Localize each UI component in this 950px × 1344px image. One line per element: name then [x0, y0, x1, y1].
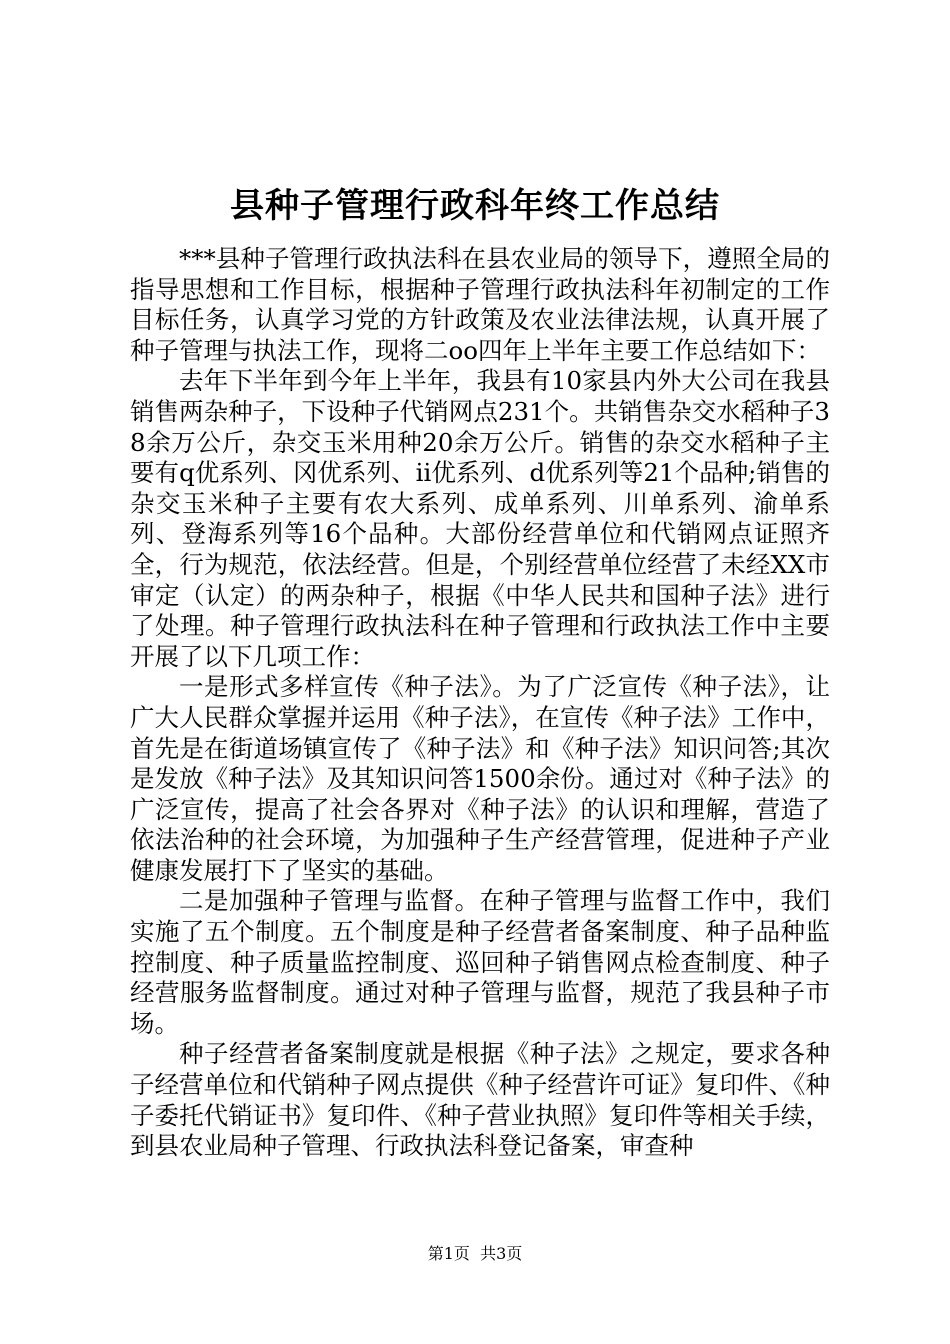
page-footer	[0, 1244, 950, 1264]
paragraph-publicity: 一是形式多样宣传《种子法》。为了广泛宣传《种子法》，让广大人民群众掌握并运用《种子法》，在宣传《种子法》工作中，首先是在街道场镇宣传了《种子法》和《种子法》知识问答;其次是发放《种子法》及其知识问答1500余份。通过对《种子法》的广泛宣传，提高了社会各界对《种子法》的认识和理解，营造了依法治种的社会环境，为加强种子生产经营管理，促进种子产业健康发展打下了坚实的基础。	[130, 672, 830, 885]
paragraph-overview: 去年下半年到今年上半年，我县有10家县内外大公司在我县销售两杂种子，下设种子代销网点231个。共销售杂交水稻种子38余万公斤，杂交玉米用种20余万公斤。销售的杂交水稻种子主要有q优系列、冈优系列、ii优系列、d优系列等21个品种;销售的杂交玉米种子主要有农大系列、成单系列、川单系列、渝单系列、登海系列等16个品种。大部份经营单位和代销网点证照齐全，行为规范，依法经营。但是，个别经营单位经营了未经XX市审定（认定）的两杂种子，根据《中华人民共和国种子法》进行了处理。种子管理行政执法科在种子管理和行政执法工作中主要开展了以下几项工作：	[130, 366, 830, 671]
page-title: 县种子管理行政科年终工作总结	[230, 186, 720, 226]
paragraph-supervision: 二是加强种子管理与监督。在种子管理与监督工作中，我们实施了五个制度。五个制度是种子经营者备案制度、种子品种监控制度、种子质量监控制度、巡回种子销售网点检查制度、种子经营服务监督制度。通过对种子管理与监督，规范了我县种子市场。	[130, 886, 830, 1038]
page-number-label: 第1页 共3页	[427, 1244, 523, 1263]
paragraph-registration: 种子经营者备案制度就是根据《种子法》之规定，要求各种子经营单位和代销种子网点提供《种子经营许可证》复印件、《种子委托代销证书》复印件、《种子营业执照》复印件等相关手续，到县农业局种子管理、行政执法科登记备案，审查种	[130, 1039, 830, 1161]
paragraph-intro: ***县种子管理行政执法科在县农业局的领导下，遵照全局的指导思想和工作目标，根据种子管理行政执法科年初制定的工作目标任务，认真学习党的方针政策及农业法律法规，认真开展了种子管理与执法工作，现将二oo四年上半年主要工作总结如下：	[130, 244, 830, 365]
document-body	[130, 244, 830, 1162]
